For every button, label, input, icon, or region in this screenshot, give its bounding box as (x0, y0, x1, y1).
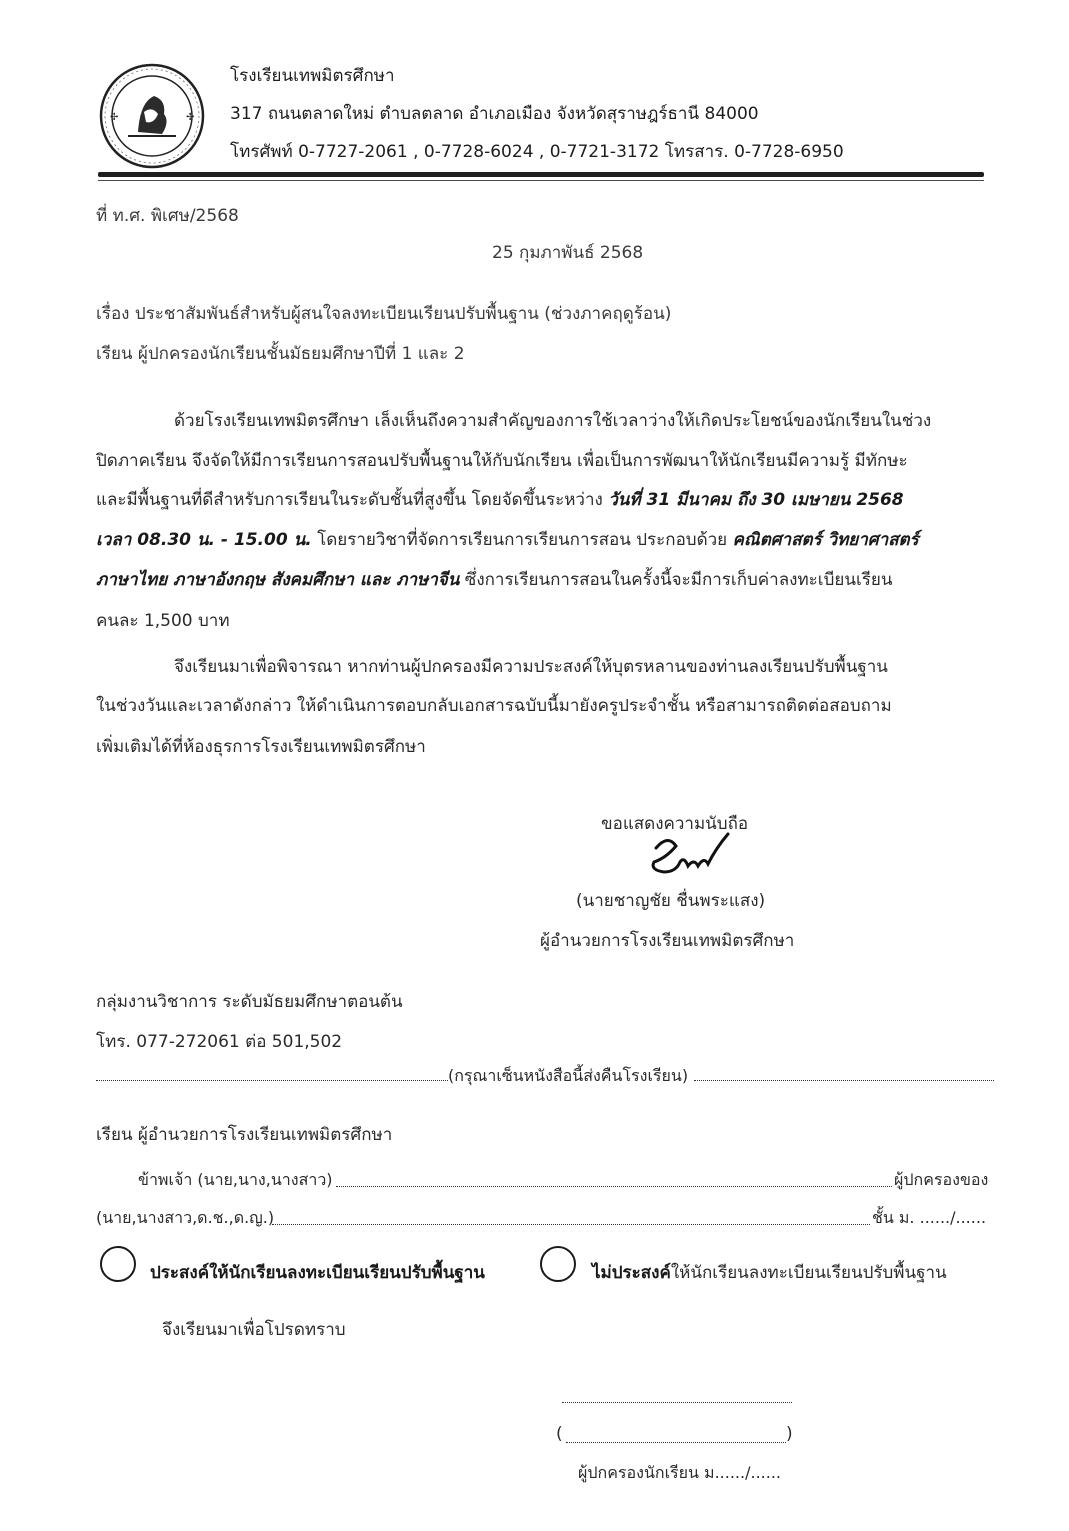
cut-line-note: (กรุณาเซ็นหนังสือนี้ส่งคืนโรงเรียน) (448, 1066, 689, 1085)
document-date: 25 กุมภาพันธ์ 2568 (492, 243, 644, 263)
reply-recipient: เรียน ผู้อำนวยการโรงเรียนเทพมิตรศึกษา (96, 1125, 393, 1145)
guardian-name-paren-close: ) (786, 1424, 793, 1444)
reply-closing: จึงเรียนมาเพื่อโปรดทราบ (162, 1320, 346, 1340)
option-yes-label: ประสงค์ให้นักเรียนลงทะเบียนเรียนปรับพื้นฐาน (150, 1263, 485, 1283)
document-subject: เรื่อง ประชาสัมพันธ์สำหรับผู้สนใจลงทะเบียนเรียนปรับพื้นฐาน (ช่วงภาคฤดูร้อน) (96, 304, 672, 324)
paragraph-line: จึงเรียนมาเพื่อพิจารณา หากท่านผู้ปกครองมีความประสงค์ให้บุตรหลานของท่านลงเรียนปรับพื้นฐาน (174, 657, 888, 677)
department-name: กลุ่มงานวิชาการ ระดับมัธยมศึกษาตอนต้น (96, 992, 403, 1012)
paragraph-line: เพิ่มเติมได้ที่ห้องธุรการโรงเรียนเทพมิตรศึกษา (96, 737, 426, 757)
closing-regards: ขอแสดงความนับถือ (601, 814, 749, 834)
student-class-field[interactable]: ชั้น ม. ....../...... (872, 1208, 987, 1227)
option-no-rest: ให้นักเรียนลงทะเบียนเรียนปรับพื้นฐาน (670, 1263, 947, 1283)
time-range-text: เวลา 08.30 น. - 15.00 น. (96, 530, 312, 550)
school-phone: โทรศัพท์ 0-7727-2061 , 0-7728-6024 , 0-7721-3172 โทรสาร. 0-7728-6950 (230, 142, 844, 162)
svg-text:✢: ✢ (110, 112, 119, 123)
paragraph-line (96, 526, 919, 553)
subjects-text: คณิตศาสตร์ วิทยาศาสตร์ (732, 530, 919, 550)
paragraph-line: คนละ 1,500 บาท (96, 611, 230, 631)
paragraph-text: โดยรายวิชาที่จัดการเรียนการเรียนการสอน ประกอบด้วย (311, 530, 733, 550)
school-name: โรงเรียนเทพมิตรศึกษา (230, 66, 395, 86)
paragraph-line: ในช่วงวันและเวลาดังกล่าว ให้ดำเนินการตอบกลับเอกสารฉบับนี้มายังครูประจำชั้น หรือสามารถติดต่อสอบถาม (96, 696, 892, 716)
signature (646, 828, 736, 880)
paragraph-line: ปิดภาคเรียน จึงจัดให้มีการเรียนการสอนปรับพื้นฐานให้กับนักเรียน เพื่อเป็นการพัฒนาให้นักเรียนมีความรู้ มีทักษะ (96, 451, 908, 471)
document-recipient: เรียน ผู้ปกครองนักเรียนชั้นมัธยมศึกษาปีที่ 1 และ 2 (96, 344, 465, 364)
guardian-printed-name-field[interactable] (566, 1428, 786, 1443)
document-reference: ที่ ท.ศ. พิเศษ/2568 (96, 206, 239, 226)
paragraph-line: ด้วยโรงเรียนเทพมิตรศึกษา เล็งเห็นถึงความสำคัญของการใช้เวลาว่างให้เกิดประโยชน์ของนักเรียนในช่วง (174, 411, 932, 431)
option-no-emphasis: ไม่ประสงค์ (592, 1263, 671, 1283)
guardian-signature-line[interactable] (562, 1388, 792, 1403)
guardian-of-label: ผู้ปกครองของ (894, 1170, 989, 1189)
paragraph-line (96, 566, 893, 593)
cut-line-left (96, 1064, 448, 1081)
school-logo (98, 62, 206, 170)
cut-line-right (694, 1064, 994, 1081)
school-address: 317 ถนนตลาดใหม่ ตำบลตลาด อำเภอเมือง จังหวัดสุราษฎร์ธานี 84000 (230, 104, 759, 124)
paragraph-line (96, 486, 904, 513)
guardian-role: ผู้ปกครองนักเรียน ม....../...... (578, 1463, 781, 1482)
option-no-checkbox[interactable] (540, 1246, 576, 1282)
guardian-name-field[interactable] (336, 1170, 892, 1187)
svg-text:✢: ✢ (186, 112, 195, 123)
header-rule (98, 172, 984, 177)
signer-name: (นายชาญชัย ชื่นพระแสง) (576, 891, 766, 911)
date-range-text: วันที่ 31 มีนาคม ถึง 30 เมษายน 2568 (608, 490, 904, 510)
guardian-name-label: ข้าพเจ้า (นาย,นาง,นางสาว) (138, 1170, 333, 1189)
option-no-label (592, 1259, 947, 1286)
paragraph-text: ซึ่งการเรียนการสอนในครั้งนี้จะมีการเก็บค่าลงทะเบียนเรียน (459, 570, 893, 590)
header-rule-thin (98, 180, 984, 181)
paragraph-text: และมีพื้นฐานที่ดีสำหรับการเรียนในระดับชั้นที่สูงขึ้น โดยจัดขึ้นระหว่าง (96, 490, 609, 510)
guardian-name-paren-open: ( (556, 1424, 563, 1444)
department-phone: โทร. 077-272061 ต่อ 501,502 (96, 1032, 343, 1052)
subjects-text: ภาษาไทย ภาษาอังกฤษ สังคมศึกษา และ ภาษาจีน (96, 570, 460, 590)
student-name-label: (นาย,นางสาว,ด.ช.,ด.ญ.) (96, 1208, 275, 1227)
signer-position: ผู้อำนวยการโรงเรียนเทพมิตรศึกษา (540, 931, 795, 951)
option-yes-checkbox[interactable] (100, 1246, 136, 1282)
student-name-field[interactable] (272, 1208, 870, 1225)
